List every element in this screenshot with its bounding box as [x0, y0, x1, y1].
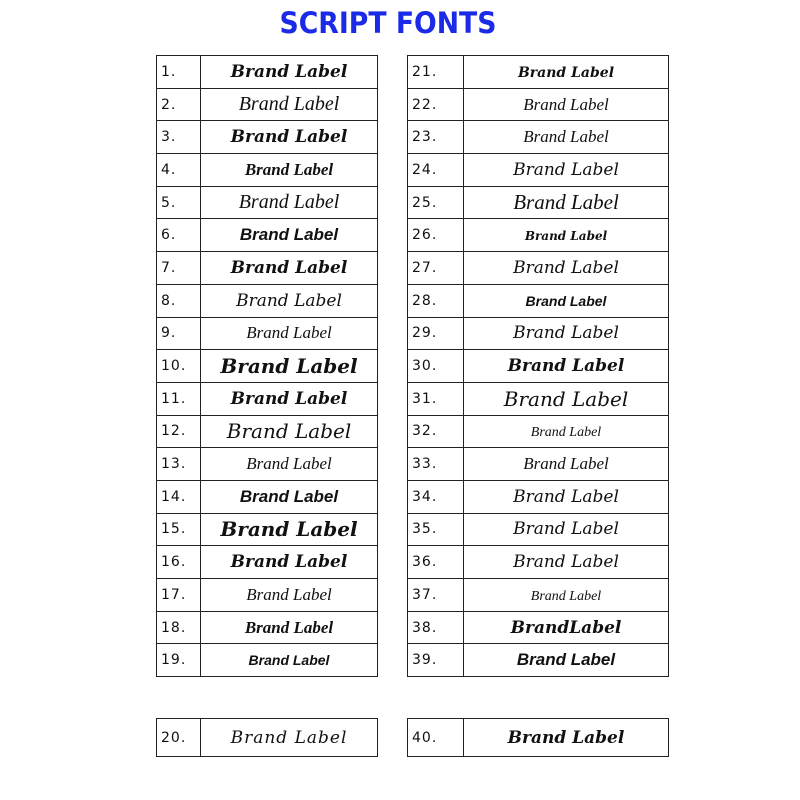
font-number: 11.	[157, 382, 201, 415]
font-number: 22.	[408, 88, 464, 121]
font-row	[408, 56, 669, 89]
font-table-right-bottom	[407, 718, 669, 757]
font-sample: Brand Label	[201, 56, 378, 89]
font-sample: Brand Label	[201, 317, 378, 350]
font-row	[157, 480, 378, 513]
font-number: 33.	[408, 448, 464, 481]
font-sample: Brand Label	[201, 579, 378, 612]
font-number: 17.	[157, 579, 201, 612]
font-number: 38.	[408, 611, 464, 644]
font-number: 25.	[408, 186, 464, 219]
font-number: 21.	[408, 56, 464, 89]
font-row	[408, 154, 669, 187]
font-row	[157, 415, 378, 448]
font-row	[408, 121, 669, 154]
font-row	[157, 611, 378, 644]
font-number: 16.	[157, 546, 201, 579]
font-sample: Brand Label	[464, 448, 669, 481]
font-sample: Brand Label	[464, 56, 669, 89]
font-number: 15.	[157, 513, 201, 546]
font-row	[408, 186, 669, 219]
font-row	[157, 154, 378, 187]
font-sample: Brand Label	[201, 219, 378, 252]
font-row	[408, 546, 669, 579]
font-sample: BrandLabel	[464, 611, 669, 644]
font-number: 2.	[157, 88, 201, 121]
font-sample: Brand Label	[464, 513, 669, 546]
font-number: 3.	[157, 121, 201, 154]
font-number: 10.	[157, 350, 201, 383]
font-row	[157, 382, 378, 415]
font-number: 23.	[408, 121, 464, 154]
font-row	[157, 121, 378, 154]
font-row	[157, 579, 378, 612]
font-sample: Brand Label	[464, 284, 669, 317]
font-table-right	[407, 55, 669, 677]
font-sample: Brand Label	[201, 88, 378, 121]
font-sample: Brand Label	[201, 644, 378, 677]
font-sample: Brand Label	[201, 448, 378, 481]
font-sample: Brand Label	[201, 480, 378, 513]
font-row	[408, 448, 669, 481]
font-number: 40.	[408, 719, 464, 757]
font-sample: Brand Label	[201, 252, 378, 285]
font-row	[157, 350, 378, 383]
font-row	[157, 56, 378, 89]
font-row	[157, 186, 378, 219]
font-sample: Brand Label	[464, 121, 669, 154]
font-sample: Brand Label	[464, 252, 669, 285]
font-number: 9.	[157, 317, 201, 350]
font-row	[157, 513, 378, 546]
font-row	[157, 252, 378, 285]
font-table-left-bottom	[156, 718, 378, 757]
font-sample: Brand Label	[201, 415, 378, 448]
font-number: 5.	[157, 186, 201, 219]
font-row	[408, 480, 669, 513]
font-sample: Brand Label	[464, 154, 669, 187]
font-sample: Brand Label	[201, 121, 378, 154]
font-sample: Brand Label	[464, 719, 669, 757]
font-row	[408, 317, 669, 350]
font-number: 8.	[157, 284, 201, 317]
font-number: 24.	[408, 154, 464, 187]
font-table-left	[156, 55, 378, 677]
font-number: 20.	[157, 719, 201, 757]
font-sample: Brand Label	[464, 644, 669, 677]
font-number: 12.	[157, 415, 201, 448]
font-sample: Brand Label	[464, 480, 669, 513]
font-number: 39.	[408, 644, 464, 677]
font-sample: Brand Label	[464, 186, 669, 219]
font-number: 4.	[157, 154, 201, 187]
font-sample: Brand Label	[464, 317, 669, 350]
font-row	[408, 382, 669, 415]
font-row	[157, 644, 378, 677]
font-row	[157, 719, 378, 757]
font-row	[157, 88, 378, 121]
font-row	[408, 284, 669, 317]
font-number: 13.	[157, 448, 201, 481]
font-number: 18.	[157, 611, 201, 644]
font-row	[408, 88, 669, 121]
page-title: SCRIPT FONTS	[279, 6, 497, 40]
font-sample: Brand Label	[464, 579, 669, 612]
font-sample: Brand Label	[464, 546, 669, 579]
font-sample: Brand Label	[464, 88, 669, 121]
font-number: 19.	[157, 644, 201, 677]
font-row	[157, 546, 378, 579]
font-number: 34.	[408, 480, 464, 513]
font-number: 6.	[157, 219, 201, 252]
font-row	[408, 611, 669, 644]
font-number: 36.	[408, 546, 464, 579]
font-row	[157, 219, 378, 252]
font-number: 27.	[408, 252, 464, 285]
font-number: 32.	[408, 415, 464, 448]
font-sample: Brand Label	[201, 350, 378, 383]
font-sample: Brand Label	[464, 350, 669, 383]
font-sample: Brand Label	[201, 186, 378, 219]
font-row	[157, 448, 378, 481]
font-number: 29.	[408, 317, 464, 350]
font-number: 28.	[408, 284, 464, 317]
font-sample: Brand Label	[464, 219, 669, 252]
font-sample: Brand Label	[464, 382, 669, 415]
font-row	[157, 284, 378, 317]
font-sample: Brand Label	[201, 513, 378, 546]
font-row	[157, 317, 378, 350]
font-sample: Brand Label	[201, 382, 378, 415]
font-number: 1.	[157, 56, 201, 89]
font-row	[408, 350, 669, 383]
font-row	[408, 719, 669, 757]
font-row	[408, 513, 669, 546]
font-number: 14.	[157, 480, 201, 513]
font-sample: Brand Label	[201, 719, 378, 757]
font-sample: Brand Label	[201, 284, 378, 317]
font-sample: Brand Label	[201, 154, 378, 187]
font-row	[408, 415, 669, 448]
font-sample: Brand Label	[201, 611, 378, 644]
font-number: 31.	[408, 382, 464, 415]
font-row	[408, 644, 669, 677]
font-number: 7.	[157, 252, 201, 285]
font-row	[408, 579, 669, 612]
font-number: 35.	[408, 513, 464, 546]
font-row	[408, 252, 669, 285]
font-number: 26.	[408, 219, 464, 252]
font-number: 30.	[408, 350, 464, 383]
font-sample: Brand Label	[464, 415, 669, 448]
font-sample: Brand Label	[201, 546, 378, 579]
font-number: 37.	[408, 579, 464, 612]
font-row	[408, 219, 669, 252]
